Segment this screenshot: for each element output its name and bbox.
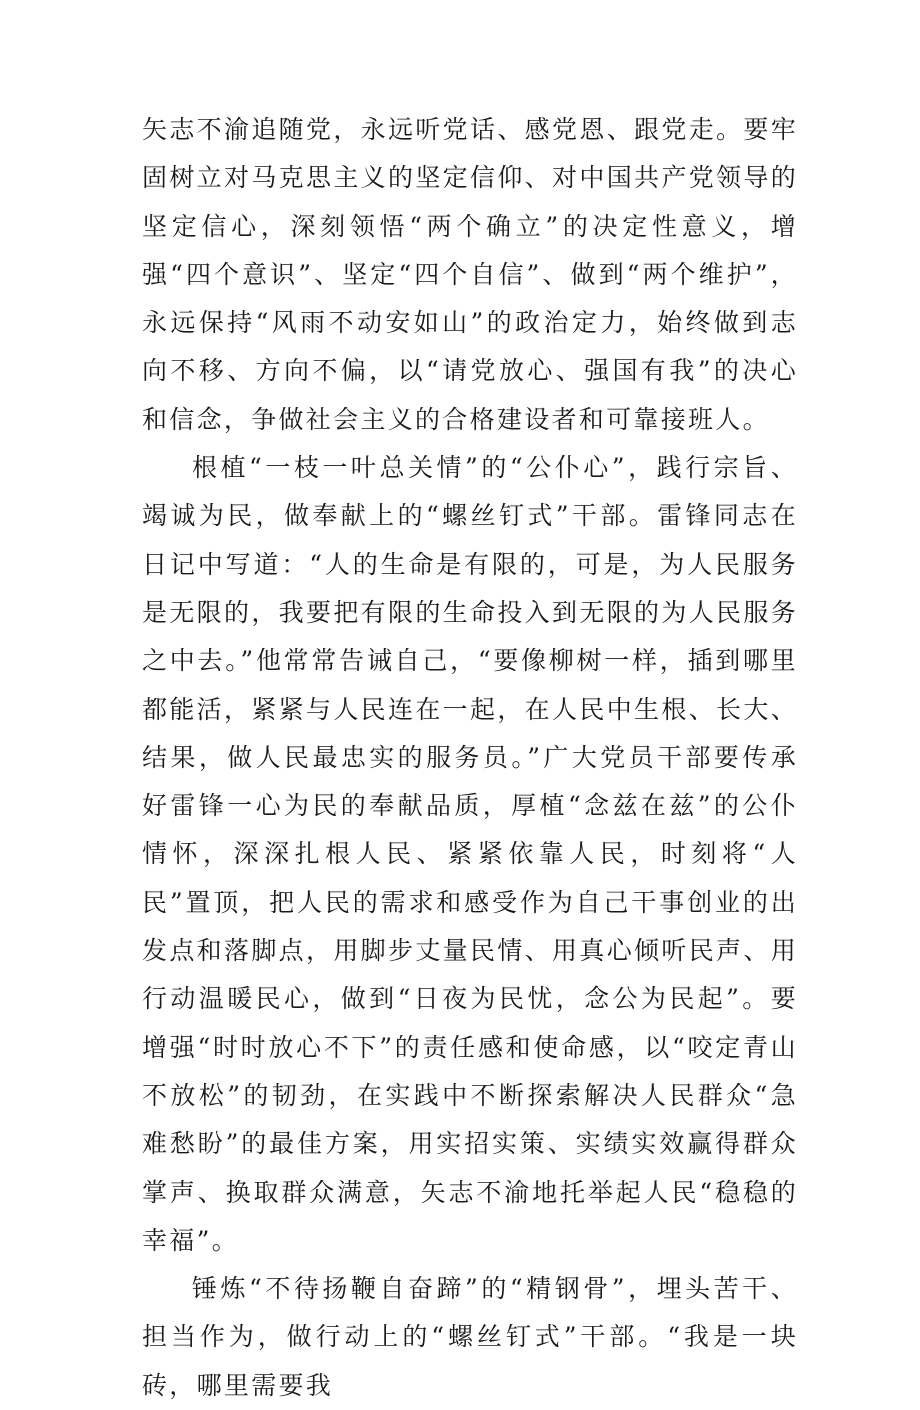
paragraph-2: 根植“一枝一叶总关情”的“公仆心”，践行宗旨、竭诚为民，做奉献上的“螺丝钉式”干部。雷锋同志在日记中写道：“人的生命是有限的，可是，为人民服务是无限的，我要把有限的生命投入到无限的为人民服务之中去。”他常常告诫自己，“要像柳树一样，插到哪里都能活，紧紧与人民连在一起，在人民中生根、长大、结果，做人民最忠实的服务员。”广大党员干部要传承好雷锋一心为民的奉献品质，厚植“念兹在兹”的公仆情怀，深深扎根人民、紧紧依靠人民，时刻将“人民”置顶，把人民的需求和感受作为自己干事创业的出发点和落脚点，用脚步丈量民情、用真心倾听民声、用行动温暖民心，做到“日夜为民忧，念公为民起”。要增强“时时放心不下”的责任感和使命感，以“咬定青山不放松”的韧劲，在实践中不断探索解决人民群众“急难愁盼”的最佳方案，用实招实策、实绩实效赢得群众掌声、换取群众满意，矢志不渝地托举起人民“稳稳的幸福”。	[142, 453, 798, 1255]
document-body	[142, 106, 798, 1410]
paragraph-3: 锤炼“不待扬鞭自奋蹄”的“精钢骨”，埋头苦干、担当作为，做行动上的“螺丝钉式”干部。“我是一块砖，哪里需要我	[142, 1274, 798, 1400]
paragraph-1: 矢志不渝追随党，永远听党话、感党恩、跟党走。要牢固树立对马克思主义的坚定信仰、对中国共产党领导的坚定信心，深刻领悟“两个确立”的决定性意义，增强“四个意识”、坚定“四个自信”、做到“两个维护”，永远保持“风雨不动安如山”的政治定力，始终做到志向不移、方向不偏，以“请党放心、强国有我”的决心和信念，争做社会主义的合格建设者和可靠接班人。	[142, 115, 798, 434]
